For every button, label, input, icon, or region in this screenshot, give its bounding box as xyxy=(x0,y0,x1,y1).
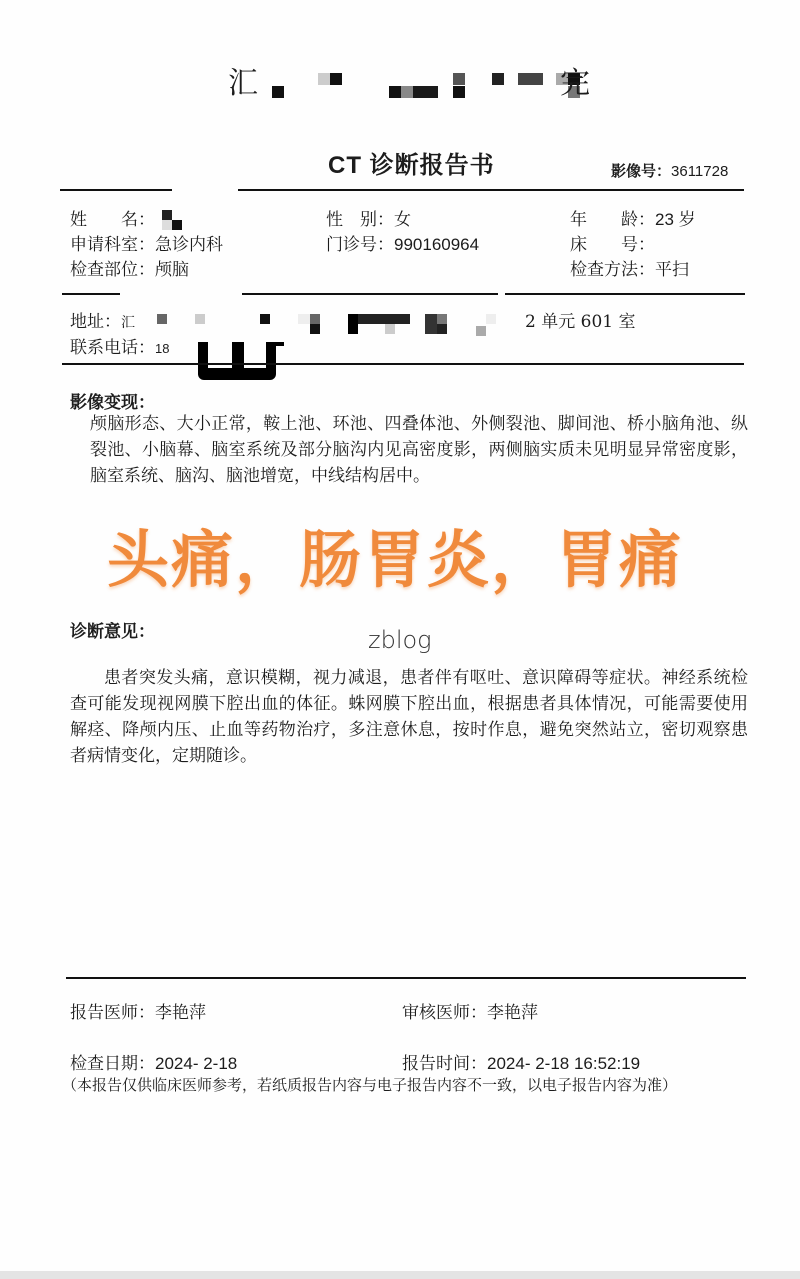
highlight-overlay-text: 头痛，肠胃炎，胃痛 xyxy=(107,523,684,596)
image-number-label: 影像号： xyxy=(611,162,672,180)
patient-gender: 性 别：女 xyxy=(326,210,411,230)
diagnosis-title: 诊断意见： xyxy=(70,622,155,642)
bed-number: 床 号： xyxy=(570,235,655,255)
hospital-name xyxy=(228,58,598,101)
bottom-edge xyxy=(0,1271,800,1279)
image-number-value: 3611728 xyxy=(671,163,729,180)
exam-date: 检查日期：2024- 2-18 xyxy=(70,1054,238,1074)
report-doctor: 报告医师：李艳萍 xyxy=(70,1003,206,1023)
divider xyxy=(242,293,498,295)
hospital-name-first-char: 汇 xyxy=(228,66,258,101)
outpatient-number: 门诊号：990160964 xyxy=(326,235,480,255)
divider xyxy=(238,189,744,191)
report-title: CT 诊断报告书 xyxy=(328,152,495,179)
findings-text: 颅脑形态、大小正常，鞍上池、环池、四叠体池、外侧裂池、脚间池、桥小脑角池、纵裂池、小脑幕、脑室系统及部分脑沟内见高密度影，两侧脑实质未见明显异常密度影，脑室系统、脑沟、脑池增宽，中线结构居中。 xyxy=(90,414,748,486)
findings-title: 影像变现： xyxy=(70,393,155,413)
disclaimer: （本报告仅供临床医师参考，若纸质报告内容与电子报告内容不一致，以电子报告内容为准） xyxy=(62,1076,678,1094)
divider xyxy=(66,977,746,979)
image-number xyxy=(611,160,728,181)
exam-site: 检查部位：颅脑 xyxy=(70,260,189,280)
exam-method: 检查方法：平扫 xyxy=(570,260,689,280)
patient-name: 姓 名： xyxy=(70,208,200,232)
patient-phone: 联系电话：18 xyxy=(70,338,170,358)
address-suffix: 2 单元 601 室 xyxy=(525,312,636,332)
divider xyxy=(62,363,744,365)
review-doctor: 审核医师：李艳萍 xyxy=(402,1003,538,1023)
divider xyxy=(62,293,120,295)
report-time: 报告时间：2024- 2-18 16:52:19 xyxy=(402,1054,641,1074)
patient-age: 年 龄：23 岁 xyxy=(570,210,696,230)
patient-address: 地址：汇 xyxy=(70,312,135,332)
requesting-department: 申请科室：急诊内科 xyxy=(70,235,223,255)
watermark: zblog xyxy=(368,626,432,654)
patient-name-redaction xyxy=(160,210,200,232)
diagnosis-text: 患者突发头痛，意识模糊，视力减退，患者伴有呕吐、意识障碍等症状。神经系统检查可能发现视网膜下腔出血的体征。蛛网膜下腔出血，根据患者具体情况，可能需要使用解痉、降颅内压、止血等药物治疗，多注意休息，按时作息，避免突然站立，密切观察患者病情变化，定期随诊。 xyxy=(70,668,748,766)
divider xyxy=(505,293,745,295)
phone-redaction xyxy=(198,342,284,380)
hospital-name-last-char: 完 xyxy=(560,66,590,101)
divider xyxy=(60,189,172,191)
